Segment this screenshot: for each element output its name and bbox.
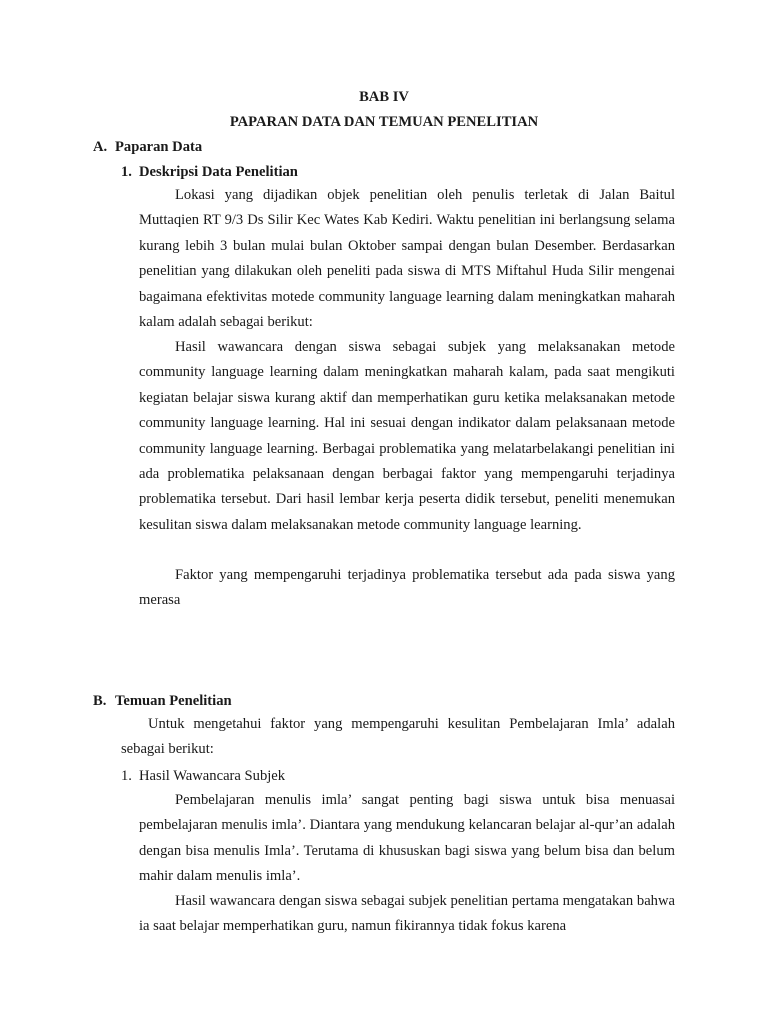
section-a-marker: A. [93,139,108,155]
subsection-b1-heading [121,769,285,784]
subsection-b1-marker: 1. [121,768,132,784]
chapter-title: PAPARAN DATA DAN TEMUAN PENELITIAN [229,114,539,130]
subsection-b1-title: Hasil Wawancara Subjek [139,768,286,784]
subsection-a1-title: Deskripsi Data Penelitian [139,164,298,180]
b1-paragraph-2: Hasil wawancara dengan siswa sebagai subjek penelitian pertama mengatakan bahwa ia saat belajar memperhatikan guru, namun fikirannya tidak fokus karena [139,893,675,935]
subsection-a1-heading [121,165,298,180]
a1-paragraph-1: Lokasi yang dijadikan objek penelitian oleh penulis terletak di Jalan Baitul Muttaqien RT 9/3 Ds Silir Kec Wates Kab Kediri. Waktu penelitian ini berlangsung selama kurang lebih 3 bulan mulai bulan Oktober sampai dengan bulan Desember. Berdasarkan penelitian yang dilakukan oleh peneliti pada siswa di MTS Miftahul Huda Silir mengenai bagaimana efektivitas motede community language learning dalam meningkatkan maharah kalam adalah sebagai berikut: [139,187,675,331]
a1-paragraph-3: Faktor yang mempengaruhi terjadinya problematika tersebut ada pada siswa yang merasa [139,567,675,609]
a1-paragraph-2: Hasil wawancara dengan siswa sebagai subjek yang melaksanakan metode community language learning dalam meningkatkan maharah kalam, pada saat mengikuti kegiatan belajar siswa kurang aktif dan memperhatikan guru ketika melaksanakan metode community language learning. Hal ini sesuai dengan indikator dalam pelaksanaan metode community language learning. Berbagai problematika yang melatarbelakangi penelitian ini ada problematika pelaksanaan dengan berbagai faktor yang mempengaruhi terjadinya problematika tersebut. Dari hasil lembar kerja peserta didik tersebut, peneliti menemukan kesulitan siswa dalam melaksanakan metode community language learning. [139,339,675,533]
section-a-title: Paparan Data [115,139,203,155]
section-b-marker: B. [93,693,107,709]
section-a-heading [93,140,202,155]
chapter-number: BAB IV [359,89,409,105]
b-intro-paragraph: Untuk mengetahui faktor yang mempengaruhi kesulitan Pembelajaran Imla’ adalah sebagai berikut: [121,716,675,758]
section-b-title: Temuan Penelitian [115,693,232,709]
section-b-heading [93,694,232,709]
b1-paragraph-1: Pembelajaran menulis imla’ sangat penting bagi siswa untuk bisa menuasai pembelajaran menulis imla’. Diantara yang mendukung kelancaran belajar al-qur’an adalah dengan bisa menulis Imla’. Terutama di khususkan bagi siswa yang belum bisa dan belum mahir dalam menulis imla’. [139,792,675,885]
subsection-a1-marker: 1. [121,164,132,180]
